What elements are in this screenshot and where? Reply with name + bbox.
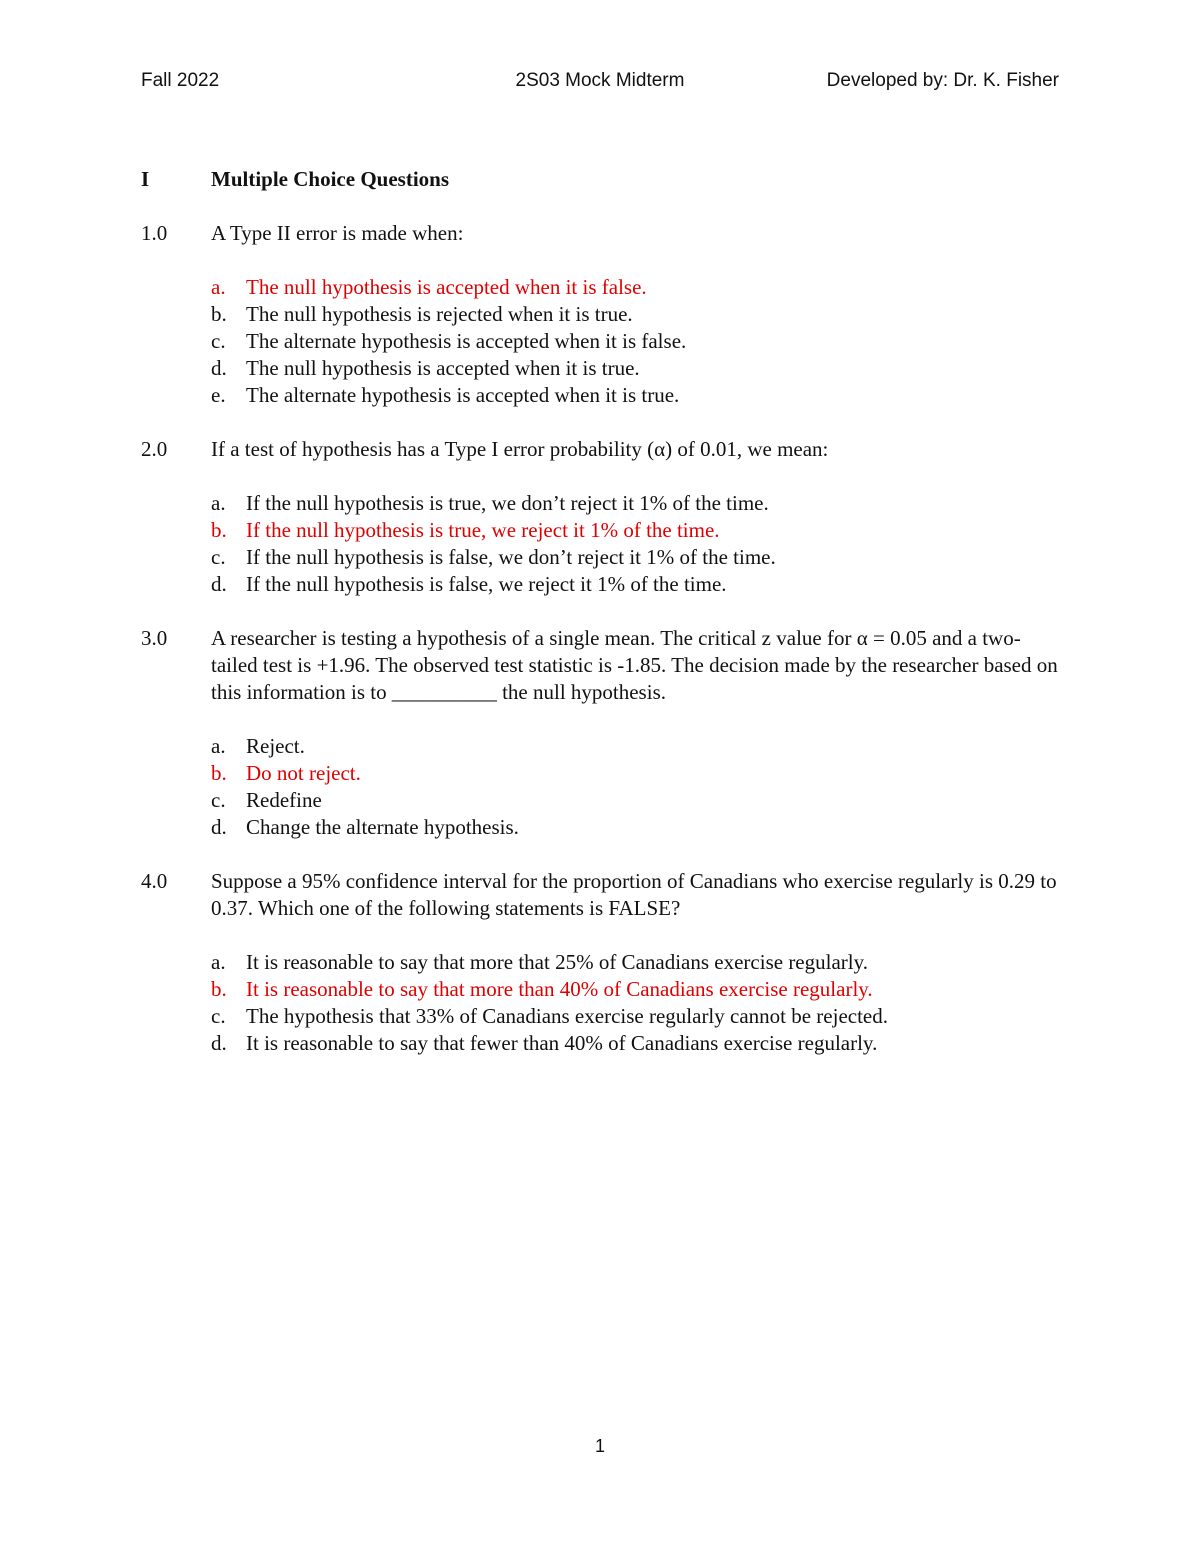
- option-text: The alternate hypothesis is accepted when it is false.: [246, 329, 687, 353]
- question-stem: [141, 625, 1061, 706]
- question-text: If a test of hypothesis has a Type I error probability (α) of 0.01, we mean:: [211, 437, 829, 461]
- option-text: Do not reject.: [246, 761, 361, 785]
- answer-options: [211, 490, 1061, 598]
- question-text: A Type II error is made when:: [211, 221, 464, 245]
- option-letter: c.: [211, 329, 226, 353]
- section-number: I: [141, 167, 150, 191]
- option-text: If the null hypothesis is true, we don’t reject it 1% of the time.: [246, 491, 769, 515]
- option-letter: b.: [211, 518, 227, 542]
- answer-option: [211, 490, 1061, 517]
- option-text: Redefine: [246, 788, 322, 812]
- option-letter: b.: [211, 302, 227, 326]
- option-text: If the null hypothesis is false, we don’t reject it 1% of the time.: [246, 545, 776, 569]
- answer-option: [211, 733, 1061, 760]
- option-letter: c.: [211, 545, 226, 569]
- question-stem: [141, 868, 1061, 922]
- answer-option: [211, 382, 1061, 409]
- question-stem: [141, 220, 1061, 247]
- question-text: Suppose a 95% confidence interval for the proportion of Canadians who exercise regularly is 0.29 to 0.37. Which one of the following statements is FALSE?: [211, 869, 1057, 920]
- answer-option: [211, 355, 1061, 382]
- option-text: Change the alternate hypothesis.: [246, 815, 519, 839]
- option-letter: a.: [211, 734, 226, 758]
- question-2: [141, 436, 1061, 598]
- header-author: Developed by: Dr. K. Fisher: [826, 70, 1059, 91]
- question-number: 2.0: [141, 437, 168, 461]
- question-number: 1.0: [141, 221, 168, 245]
- answer-options: [211, 733, 1061, 841]
- option-letter: b.: [211, 977, 227, 1001]
- option-text: It is reasonable to say that more than 40% of Canadians exercise regularly.: [246, 977, 873, 1001]
- page-footer: [0, 1436, 1200, 1457]
- answer-option: [211, 814, 1061, 841]
- option-text: The alternate hypothesis is accepted when it is true.: [246, 383, 680, 407]
- answer-option: [211, 1030, 1061, 1057]
- answer-option-correct: [211, 274, 1061, 301]
- option-text: Reject.: [246, 734, 305, 758]
- option-letter: d.: [211, 356, 227, 380]
- answer-options: [211, 949, 1061, 1057]
- option-letter: a.: [211, 950, 226, 974]
- answer-option: [211, 328, 1061, 355]
- option-text: The null hypothesis is accepted when it is false.: [246, 275, 647, 299]
- option-text: If the null hypothesis is true, we reject it 1% of the time.: [246, 518, 720, 542]
- question-number: 3.0: [141, 626, 168, 650]
- answer-option-correct: [211, 517, 1061, 544]
- option-text: It is reasonable to say that fewer than 40% of Canadians exercise regularly.: [246, 1031, 878, 1055]
- page-number: 1: [594, 1436, 605, 1456]
- answer-option: [211, 787, 1061, 814]
- question-3: [141, 625, 1061, 841]
- document-body: [141, 166, 1061, 1084]
- page-header: [0, 70, 1200, 100]
- section-heading: [141, 166, 1061, 193]
- answer-option-correct: [211, 976, 1061, 1003]
- option-letter: d.: [211, 815, 227, 839]
- question-4: [141, 868, 1061, 1057]
- option-letter: e.: [211, 383, 226, 407]
- option-letter: c.: [211, 788, 226, 812]
- option-text: The null hypothesis is rejected when it is true.: [246, 302, 633, 326]
- option-letter: d.: [211, 1031, 227, 1055]
- option-letter: c.: [211, 1004, 226, 1028]
- answer-option: [211, 571, 1061, 598]
- answer-option: [211, 949, 1061, 976]
- answer-option-correct: [211, 760, 1061, 787]
- header-course-title: 2S03 Mock Midterm: [515, 70, 685, 91]
- question-text: A researcher is testing a hypothesis of a single mean. The critical z value for α = 0.05 and a two-tailed test is +1.96. The observed test statistic is -1.85. The decision made by the researcher based on this information is to __________ the null hypothesis.: [211, 626, 1058, 704]
- header-term: Fall 2022: [141, 70, 220, 91]
- answer-option: [211, 301, 1061, 328]
- option-letter: a.: [211, 491, 226, 515]
- question-stem: [141, 436, 1061, 463]
- answer-option: [211, 1003, 1061, 1030]
- answer-option: [211, 544, 1061, 571]
- option-text: It is reasonable to say that more that 25% of Canadians exercise regularly.: [246, 950, 869, 974]
- option-letter: d.: [211, 572, 227, 596]
- option-text: The hypothesis that 33% of Canadians exercise regularly cannot be rejected.: [246, 1004, 889, 1028]
- question-1: [141, 220, 1061, 409]
- question-number: 4.0: [141, 869, 168, 893]
- section-title: Multiple Choice Questions: [211, 167, 450, 191]
- option-text: If the null hypothesis is false, we reject it 1% of the time.: [246, 572, 727, 596]
- option-letter: b.: [211, 761, 227, 785]
- option-text: The null hypothesis is accepted when it is true.: [246, 356, 640, 380]
- option-letter: a.: [211, 275, 226, 299]
- answer-options: [211, 274, 1061, 409]
